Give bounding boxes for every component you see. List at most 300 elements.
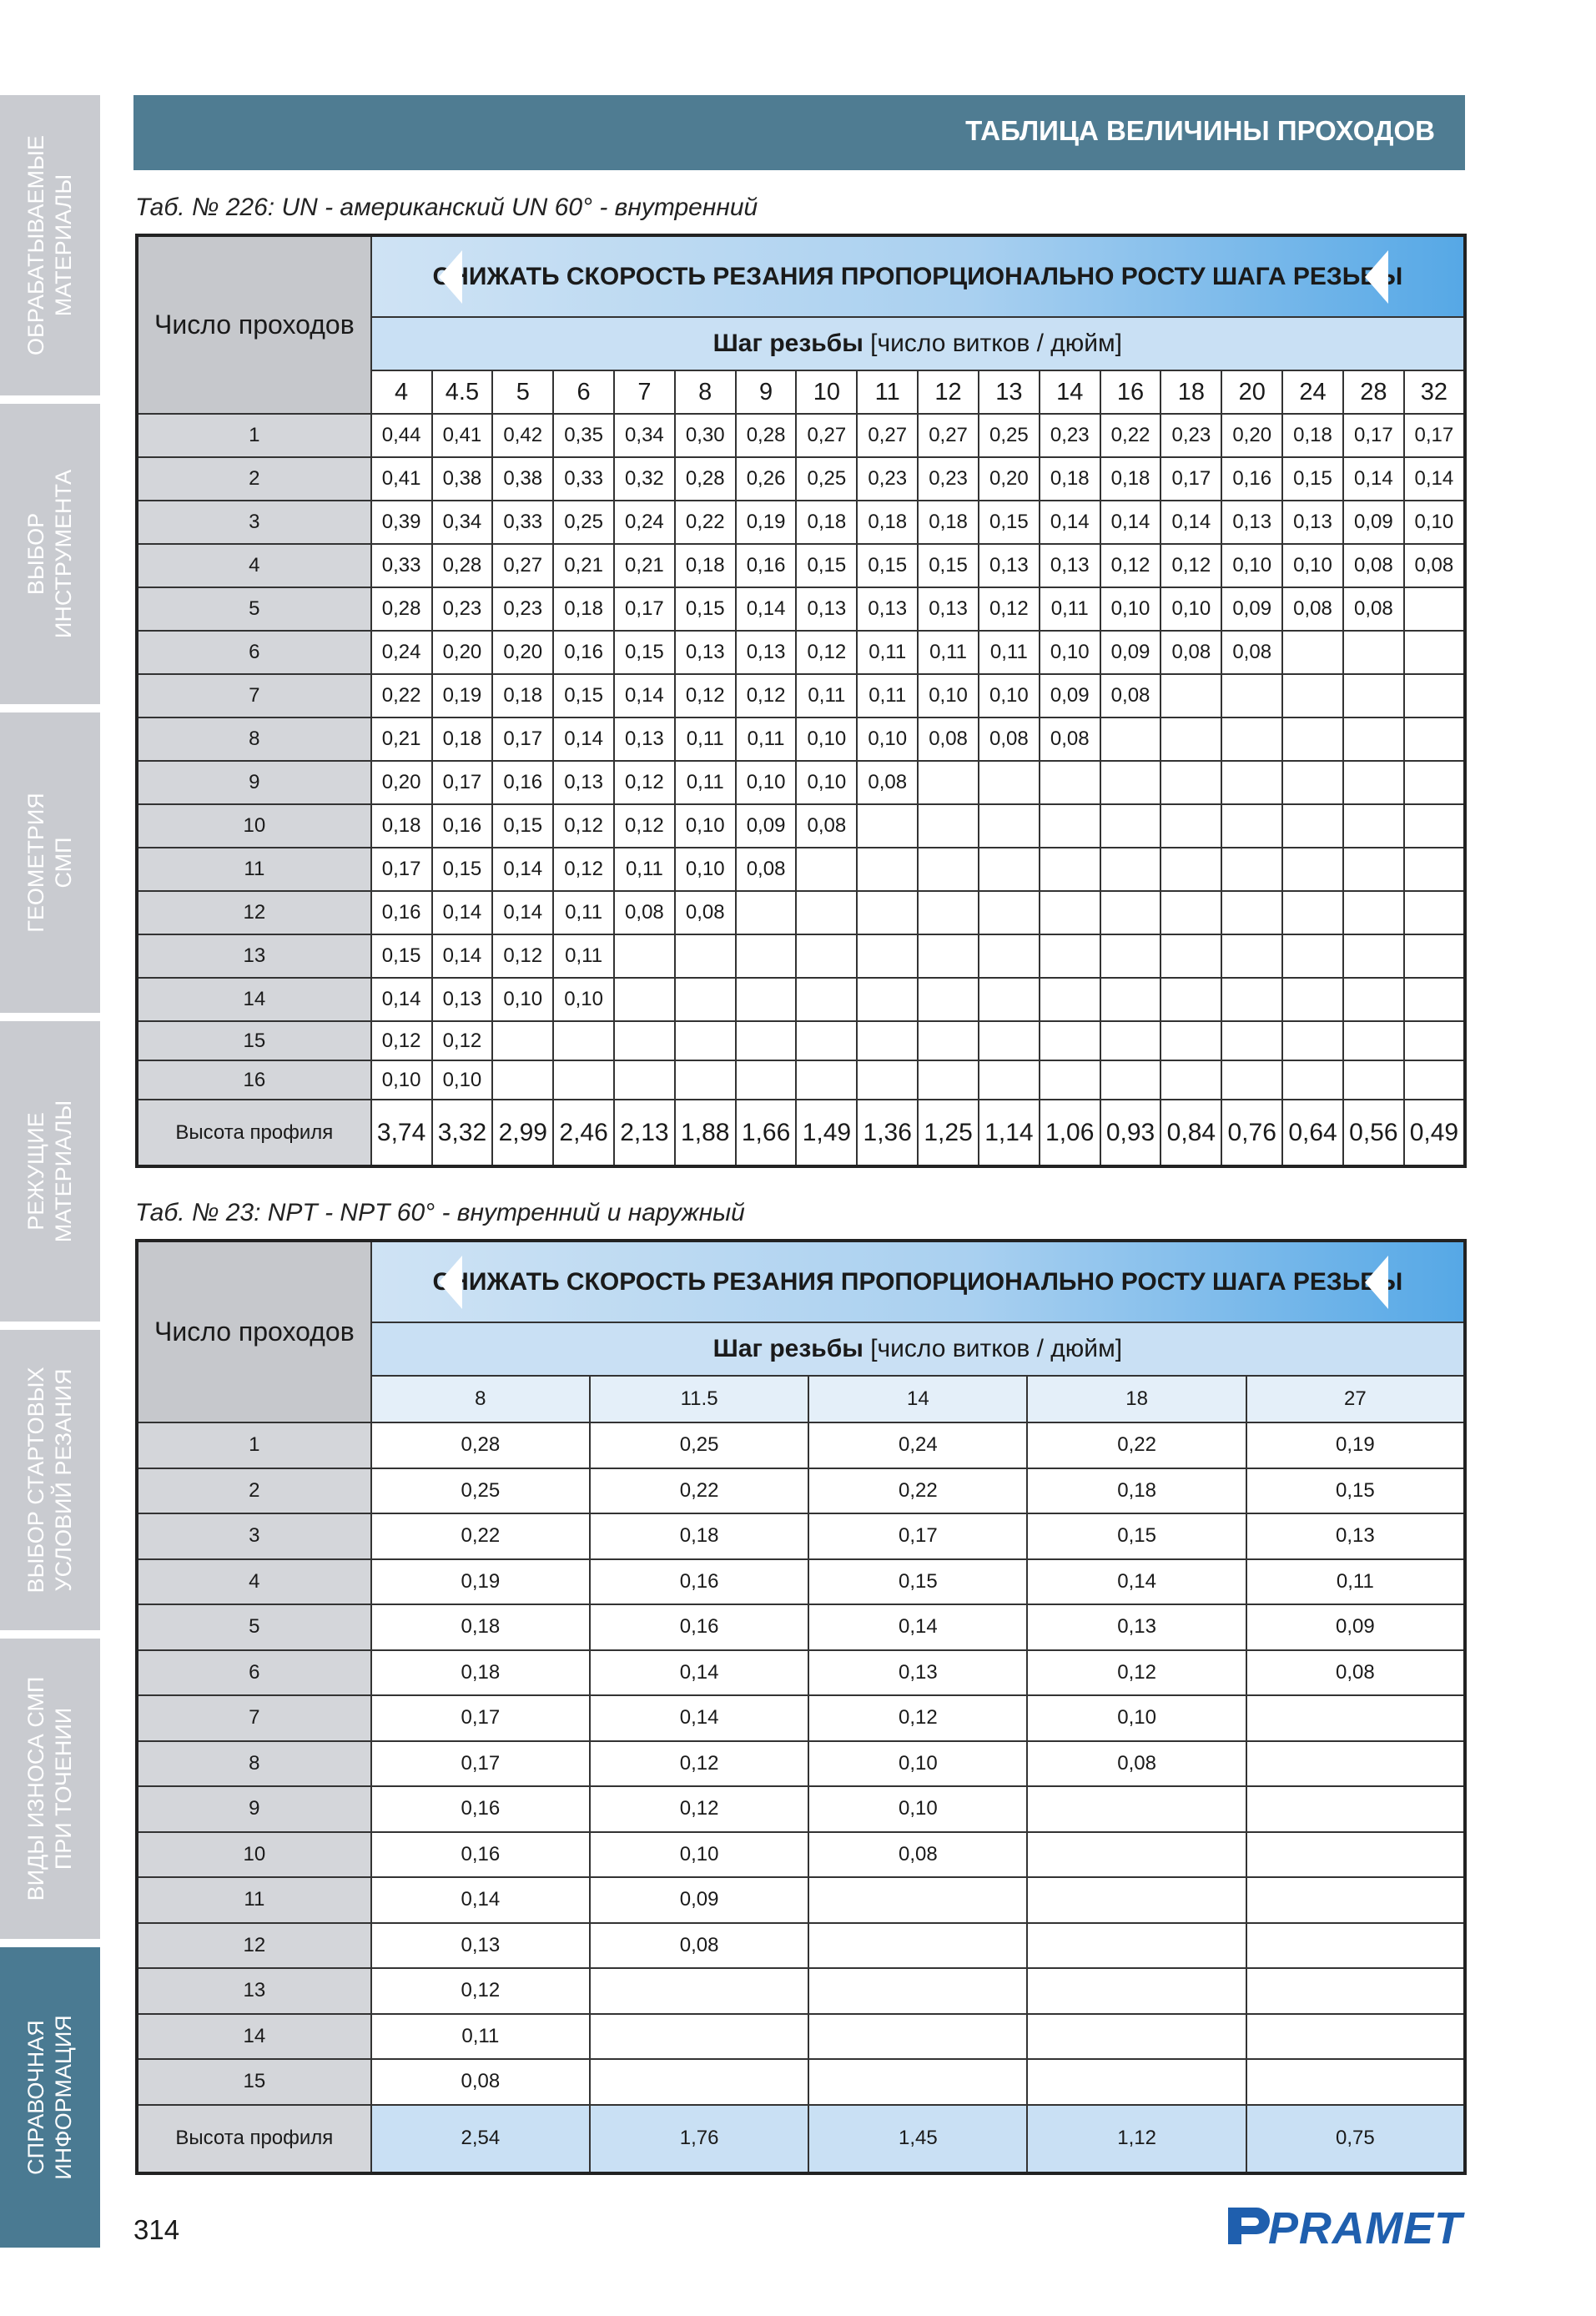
pitch-column-header: 10 [796, 370, 857, 414]
table-cell: 0,27 [492, 544, 553, 587]
table-cell [1040, 761, 1100, 804]
table-cell [979, 1021, 1040, 1060]
table-row [137, 2059, 1465, 2105]
side-tab-label: ВЫБОР СТАРТОВЫХ УСЛОВИЙ РЕЗАНИЯ [23, 1367, 76, 1594]
table-cell: 0,08 [857, 761, 918, 804]
table-cell [1343, 1060, 1404, 1100]
table-cell: 0,10 [918, 674, 979, 717]
pitch-column-header: 13 [979, 370, 1040, 414]
table-cell: 0,24 [371, 631, 432, 674]
table-cell [918, 1021, 979, 1060]
table-cell: 0,17 [432, 761, 493, 804]
table-cell [979, 804, 1040, 848]
table-row [137, 1468, 1465, 1514]
table-cell: 0,12 [590, 1786, 808, 1832]
table-cell: 0,19 [736, 501, 797, 544]
profile-height-value: 3,74 [371, 1100, 432, 1166]
table-cell: 0,14 [736, 587, 797, 631]
table-cell [1100, 848, 1161, 891]
table-cell: 0,10 [553, 978, 614, 1021]
table-cell: 0,12 [371, 1968, 590, 2014]
table-cell [857, 978, 918, 1021]
table-cell [1404, 978, 1465, 1021]
table-cell: 0,14 [808, 1604, 1027, 1650]
table-cell: 0,12 [1160, 544, 1221, 587]
pass-number: 10 [137, 1832, 371, 1878]
table-cell [590, 2014, 808, 2060]
table-cell: 0,12 [614, 761, 675, 804]
table-cell [614, 1060, 675, 1100]
table-cell [1221, 978, 1282, 1021]
pass-number: 12 [137, 891, 371, 934]
table-cell [736, 1021, 797, 1060]
table-cell: 0,16 [492, 761, 553, 804]
pass-number: 2 [137, 1468, 371, 1514]
table-cell [1100, 717, 1161, 761]
table-cell: 0,17 [371, 848, 432, 891]
table-cell [979, 891, 1040, 934]
un-passes-table [135, 234, 1467, 1168]
table-cell: 0,17 [492, 717, 553, 761]
table-cell [1100, 1060, 1161, 1100]
row-header-title: Число проходов [137, 1241, 371, 1422]
table-cell: 0,09 [1343, 501, 1404, 544]
table-cell: 0,16 [553, 631, 614, 674]
table-cell [1343, 631, 1404, 674]
arrow-left-icon [1365, 250, 1388, 304]
table-cell: 0,15 [1027, 1513, 1246, 1559]
table-cell: 0,10 [808, 1786, 1027, 1832]
table-cell [1246, 1832, 1465, 1878]
table-cell [796, 978, 857, 1021]
pass-number: 1 [137, 414, 371, 457]
table-cell: 0,12 [796, 631, 857, 674]
table-cell: 0,11 [675, 761, 736, 804]
pass-number: 9 [137, 1786, 371, 1832]
profile-height-value: 0,93 [1100, 1100, 1161, 1166]
table-cell [1404, 934, 1465, 978]
table-cell [1404, 631, 1465, 674]
side-tab-reference[interactable] [0, 1947, 100, 2248]
table-cell: 0,28 [675, 457, 736, 501]
table-cell [1100, 1021, 1161, 1060]
side-tab-cutting-materials[interactable] [0, 1021, 100, 1322]
table-cell: 0,11 [553, 934, 614, 978]
table-cell [808, 1877, 1027, 1923]
table-cell: 0,23 [918, 457, 979, 501]
page-title: ТАБЛИЦА ВЕЛИЧИНЫ ПРОХОДОВ [965, 115, 1435, 146]
pass-number: 14 [137, 2014, 371, 2060]
table-cell [1040, 891, 1100, 934]
table-cell: 0,10 [1282, 544, 1343, 587]
table-cell: 0,18 [432, 717, 493, 761]
table-cell [1221, 674, 1282, 717]
pitch-column-header: 12 [918, 370, 979, 414]
pass-number: 4 [137, 1559, 371, 1605]
table-row [137, 457, 1465, 501]
table-cell: 0,28 [736, 414, 797, 457]
pitch-column-header: 9 [736, 370, 797, 414]
table-cell [614, 1021, 675, 1060]
table-cell: 0,21 [614, 544, 675, 587]
table-cell [796, 848, 857, 891]
table-cell: 0,11 [614, 848, 675, 891]
table-cell [1160, 934, 1221, 978]
table-cell: 0,10 [1100, 587, 1161, 631]
table-cell [1246, 1877, 1465, 1923]
pitch-header-unit: [число витков / дюйм] [863, 1335, 1123, 1362]
pass-number: 13 [137, 934, 371, 978]
table-cell: 0,13 [796, 587, 857, 631]
table-cell: 0,15 [1246, 1468, 1465, 1514]
table-row [137, 501, 1465, 544]
table-cell: 0,13 [736, 631, 797, 674]
table-cell: 0,23 [1160, 414, 1221, 457]
pass-number: 2 [137, 457, 371, 501]
pitch-column-header: 8 [371, 1376, 590, 1422]
table-cell: 0,22 [590, 1468, 808, 1514]
table-cell: 0,38 [492, 457, 553, 501]
pass-number: 11 [137, 848, 371, 891]
pass-number: 4 [137, 544, 371, 587]
table-cell [1221, 761, 1282, 804]
pitch-column-header: 18 [1027, 1376, 1246, 1422]
pass-number: 15 [137, 1021, 371, 1060]
table-cell: 0,13 [918, 587, 979, 631]
table-cell [590, 1968, 808, 2014]
table-cell: 0,27 [857, 414, 918, 457]
table-cell [808, 1968, 1027, 2014]
table-cell: 0,10 [808, 1741, 1027, 1787]
table-cell [808, 1923, 1027, 1969]
table-cell: 0,18 [371, 804, 432, 848]
table-cell: 0,08 [590, 1923, 808, 1969]
pass-number: 8 [137, 717, 371, 761]
profile-height-value: 1,45 [808, 2105, 1027, 2173]
table-cell [1404, 761, 1465, 804]
table-cell [1404, 891, 1465, 934]
pitch-header-bold: Шаг резьбы [712, 330, 863, 357]
speed-banner [371, 235, 1465, 317]
table-cell [1246, 1968, 1465, 2014]
table-cell: 0,19 [432, 674, 493, 717]
table-cell: 0,17 [1160, 457, 1221, 501]
table-cell [736, 978, 797, 1021]
table-cell: 0,12 [614, 804, 675, 848]
side-tab-geometry[interactable] [0, 712, 100, 1013]
table-cell: 0,10 [736, 761, 797, 804]
table-cell: 0,13 [979, 544, 1040, 587]
profile-height-value: 0,75 [1246, 2105, 1465, 2173]
table-cell [736, 1060, 797, 1100]
side-tab-wear[interactable] [0, 1639, 100, 1939]
table-cell: 0,15 [1282, 457, 1343, 501]
table-cell: 0,08 [918, 717, 979, 761]
table-cell: 0,18 [492, 674, 553, 717]
table-cell: 0,18 [371, 1604, 590, 1650]
table-cell [553, 1060, 614, 1100]
table2-caption: Таб. № 23: NPT - NPT 60° - внутренний и наружный [135, 1199, 745, 1226]
table-cell [1343, 761, 1404, 804]
table-cell [1040, 1060, 1100, 1100]
table-cell [1343, 804, 1404, 848]
table-cell: 0,23 [492, 587, 553, 631]
arrow-left-icon [1365, 1256, 1388, 1309]
table-cell [1343, 717, 1404, 761]
table-cell: 0,10 [1160, 587, 1221, 631]
table-cell [796, 934, 857, 978]
table-cell: 0,14 [492, 848, 553, 891]
table-cell [492, 1021, 553, 1060]
table-cell: 0,26 [736, 457, 797, 501]
pitch-column-header: 5 [492, 370, 553, 414]
table-cell: 0,18 [553, 587, 614, 631]
table-cell: 0,10 [492, 978, 553, 1021]
table-cell: 0,25 [553, 501, 614, 544]
table-cell: 0,15 [553, 674, 614, 717]
table-cell [675, 978, 736, 1021]
table-cell [1160, 717, 1221, 761]
table-cell: 0,08 [796, 804, 857, 848]
table-row [137, 1786, 1465, 1832]
table-cell [1282, 934, 1343, 978]
table-cell: 0,08 [1246, 1650, 1465, 1696]
table-cell: 0,12 [736, 674, 797, 717]
pitch-column-header: 32 [1404, 370, 1465, 414]
pass-number: 11 [137, 1877, 371, 1923]
table-cell: 0,14 [590, 1650, 808, 1696]
table-cell: 0,08 [979, 717, 1040, 761]
table-cell [1160, 1060, 1221, 1100]
table-cell: 0,23 [432, 587, 493, 631]
table-cell: 0,30 [675, 414, 736, 457]
table-cell: 0,25 [371, 1468, 590, 1514]
table-cell: 0,13 [1221, 501, 1282, 544]
table-cell: 0,15 [492, 804, 553, 848]
profile-height-row [137, 2105, 1465, 2173]
table-cell [736, 934, 797, 978]
table-cell: 0,11 [857, 674, 918, 717]
table-cell [1040, 804, 1100, 848]
table-cell [1221, 1021, 1282, 1060]
table-cell [1404, 1060, 1465, 1100]
table-cell [1221, 934, 1282, 978]
pass-number: 12 [137, 1923, 371, 1969]
pitch-header [371, 1322, 1465, 1376]
table-row [137, 761, 1465, 804]
profile-height-label: Высота профиля [137, 1100, 371, 1166]
table-cell: 0,17 [371, 1695, 590, 1741]
table-cell [1040, 1021, 1100, 1060]
table-cell [1343, 891, 1404, 934]
table-cell: 0,08 [1040, 717, 1100, 761]
table-cell: 0,16 [371, 1786, 590, 1832]
table-cell [1040, 978, 1100, 1021]
table-cell [857, 891, 918, 934]
table-cell: 0,18 [796, 501, 857, 544]
table-cell: 0,12 [1100, 544, 1161, 587]
table-cell: 0,10 [796, 761, 857, 804]
table-cell: 0,32 [614, 457, 675, 501]
pitch-column-header: 14 [808, 1376, 1027, 1422]
table-cell: 0,12 [979, 587, 1040, 631]
pitch-header [371, 317, 1465, 370]
table-cell [918, 934, 979, 978]
profile-height-value: 0,84 [1160, 1100, 1221, 1166]
pass-number: 7 [137, 674, 371, 717]
table-cell [1343, 934, 1404, 978]
table-cell [808, 2014, 1027, 2060]
table-cell: 0,25 [979, 414, 1040, 457]
table-cell: 0,18 [1027, 1468, 1246, 1514]
profile-height-value: 0,56 [1343, 1100, 1404, 1166]
table-cell: 0,14 [1160, 501, 1221, 544]
table-cell [1160, 848, 1221, 891]
table-cell: 0,15 [857, 544, 918, 587]
table-cell [1246, 2059, 1465, 2105]
table-cell [1027, 1786, 1246, 1832]
table-cell: 0,10 [675, 848, 736, 891]
table-cell: 0,18 [857, 501, 918, 544]
table-cell [857, 934, 918, 978]
table-cell: 0,10 [371, 1060, 432, 1100]
pass-number: 6 [137, 1650, 371, 1696]
table-cell [675, 934, 736, 978]
pass-number: 6 [137, 631, 371, 674]
table-row [137, 717, 1465, 761]
table-cell: 0,10 [1221, 544, 1282, 587]
table-cell: 0,20 [432, 631, 493, 674]
side-tab-tools[interactable] [0, 404, 100, 704]
table-cell: 0,11 [979, 631, 1040, 674]
table-cell: 0,09 [1246, 1604, 1465, 1650]
table-cell [1343, 978, 1404, 1021]
side-tab-label: ВЫБОР ИНСТРУМЕНТА [23, 469, 76, 639]
table-cell: 0,20 [371, 761, 432, 804]
table-cell [1282, 761, 1343, 804]
table-cell: 0,20 [979, 457, 1040, 501]
table-cell: 0,22 [808, 1468, 1027, 1514]
arrow-left-icon [439, 250, 462, 304]
pass-number: 15 [137, 2059, 371, 2105]
table-cell [857, 848, 918, 891]
table-cell [918, 1060, 979, 1100]
table-cell: 0,20 [1221, 414, 1282, 457]
table-row [137, 1832, 1465, 1878]
pitch-column-header: 7 [614, 370, 675, 414]
table-cell [1343, 1021, 1404, 1060]
table-row [137, 1513, 1465, 1559]
table-cell [1246, 1695, 1465, 1741]
table-row [137, 1604, 1465, 1650]
profile-height-value: 1,36 [857, 1100, 918, 1166]
table-cell [1246, 2014, 1465, 2060]
table-cell: 0,12 [590, 1741, 808, 1787]
table-cell: 0,08 [1027, 1741, 1246, 1787]
npt-passes-table [135, 1239, 1467, 2175]
table-cell: 0,08 [614, 891, 675, 934]
table-cell [1100, 761, 1161, 804]
table-cell [1282, 674, 1343, 717]
table-cell [808, 2059, 1027, 2105]
pramet-logo [1225, 2203, 1467, 2249]
table-row [137, 1741, 1465, 1787]
table-cell: 0,33 [371, 544, 432, 587]
table-cell: 0,17 [1343, 414, 1404, 457]
table-cell [1100, 891, 1161, 934]
table-cell [918, 848, 979, 891]
table-cell [1404, 804, 1465, 848]
table-cell: 0,08 [1343, 587, 1404, 631]
table-cell [1027, 2014, 1246, 2060]
table-cell: 0,12 [808, 1695, 1027, 1741]
table-cell: 0,33 [553, 457, 614, 501]
table-cell [1160, 978, 1221, 1021]
table-cell: 0,24 [808, 1422, 1027, 1468]
table-cell [1221, 1060, 1282, 1100]
table-cell: 0,16 [590, 1604, 808, 1650]
table-row [137, 1695, 1465, 1741]
pitch-column-header: 11 [857, 370, 918, 414]
table-cell [857, 1021, 918, 1060]
table-cell: 0,17 [614, 587, 675, 631]
table-cell: 0,13 [371, 1923, 590, 1969]
table-cell [1404, 717, 1465, 761]
table-row [137, 1650, 1465, 1696]
table-cell [979, 761, 1040, 804]
table-cell: 0,22 [371, 1513, 590, 1559]
profile-height-value: 3,32 [432, 1100, 493, 1166]
pass-number: 7 [137, 1695, 371, 1741]
table-cell: 0,10 [796, 717, 857, 761]
pitch-column-header: 28 [1343, 370, 1404, 414]
table-cell: 0,14 [590, 1695, 808, 1741]
table-cell: 0,14 [553, 717, 614, 761]
banner-text: СНИЖАТЬ СКОРОСТЬ РЕЗАНИЯ ПРОПОРЦИОНАЛЬНО РОСТУ ШАГА РЕЗЬБЫ [432, 1267, 1403, 1296]
side-tab-label: ГЕОМЕТРИЯ СМП [23, 793, 76, 933]
table-cell [1100, 978, 1161, 1021]
table-cell: 0,28 [432, 544, 493, 587]
table-cell [1404, 587, 1465, 631]
table-row [137, 1923, 1465, 1969]
table-cell: 0,34 [614, 414, 675, 457]
table-cell: 0,11 [796, 674, 857, 717]
table-cell [675, 1060, 736, 1100]
table-cell: 0,13 [553, 761, 614, 804]
table-cell: 0,12 [1027, 1650, 1246, 1696]
table-cell [857, 804, 918, 848]
table-cell: 0,15 [432, 848, 493, 891]
table-cell [1027, 2059, 1246, 2105]
table-cell [979, 1060, 1040, 1100]
side-tab-start-conditions[interactable] [0, 1330, 100, 1630]
side-tab-materials[interactable] [0, 95, 100, 395]
table-cell [1282, 891, 1343, 934]
table-cell: 0,16 [371, 1832, 590, 1878]
table-row [137, 1021, 1465, 1060]
pitch-header-unit: [число витков / дюйм] [863, 330, 1123, 357]
table-cell: 0,09 [1040, 674, 1100, 717]
profile-height-value: 2,99 [492, 1100, 553, 1166]
table-cell [918, 804, 979, 848]
table-cell [1221, 891, 1282, 934]
table-cell: 0,12 [675, 674, 736, 717]
table-cell: 0,11 [857, 631, 918, 674]
table-cell [1282, 1060, 1343, 1100]
table-cell: 0,10 [590, 1832, 808, 1878]
table-cell [796, 891, 857, 934]
pass-number: 14 [137, 978, 371, 1021]
